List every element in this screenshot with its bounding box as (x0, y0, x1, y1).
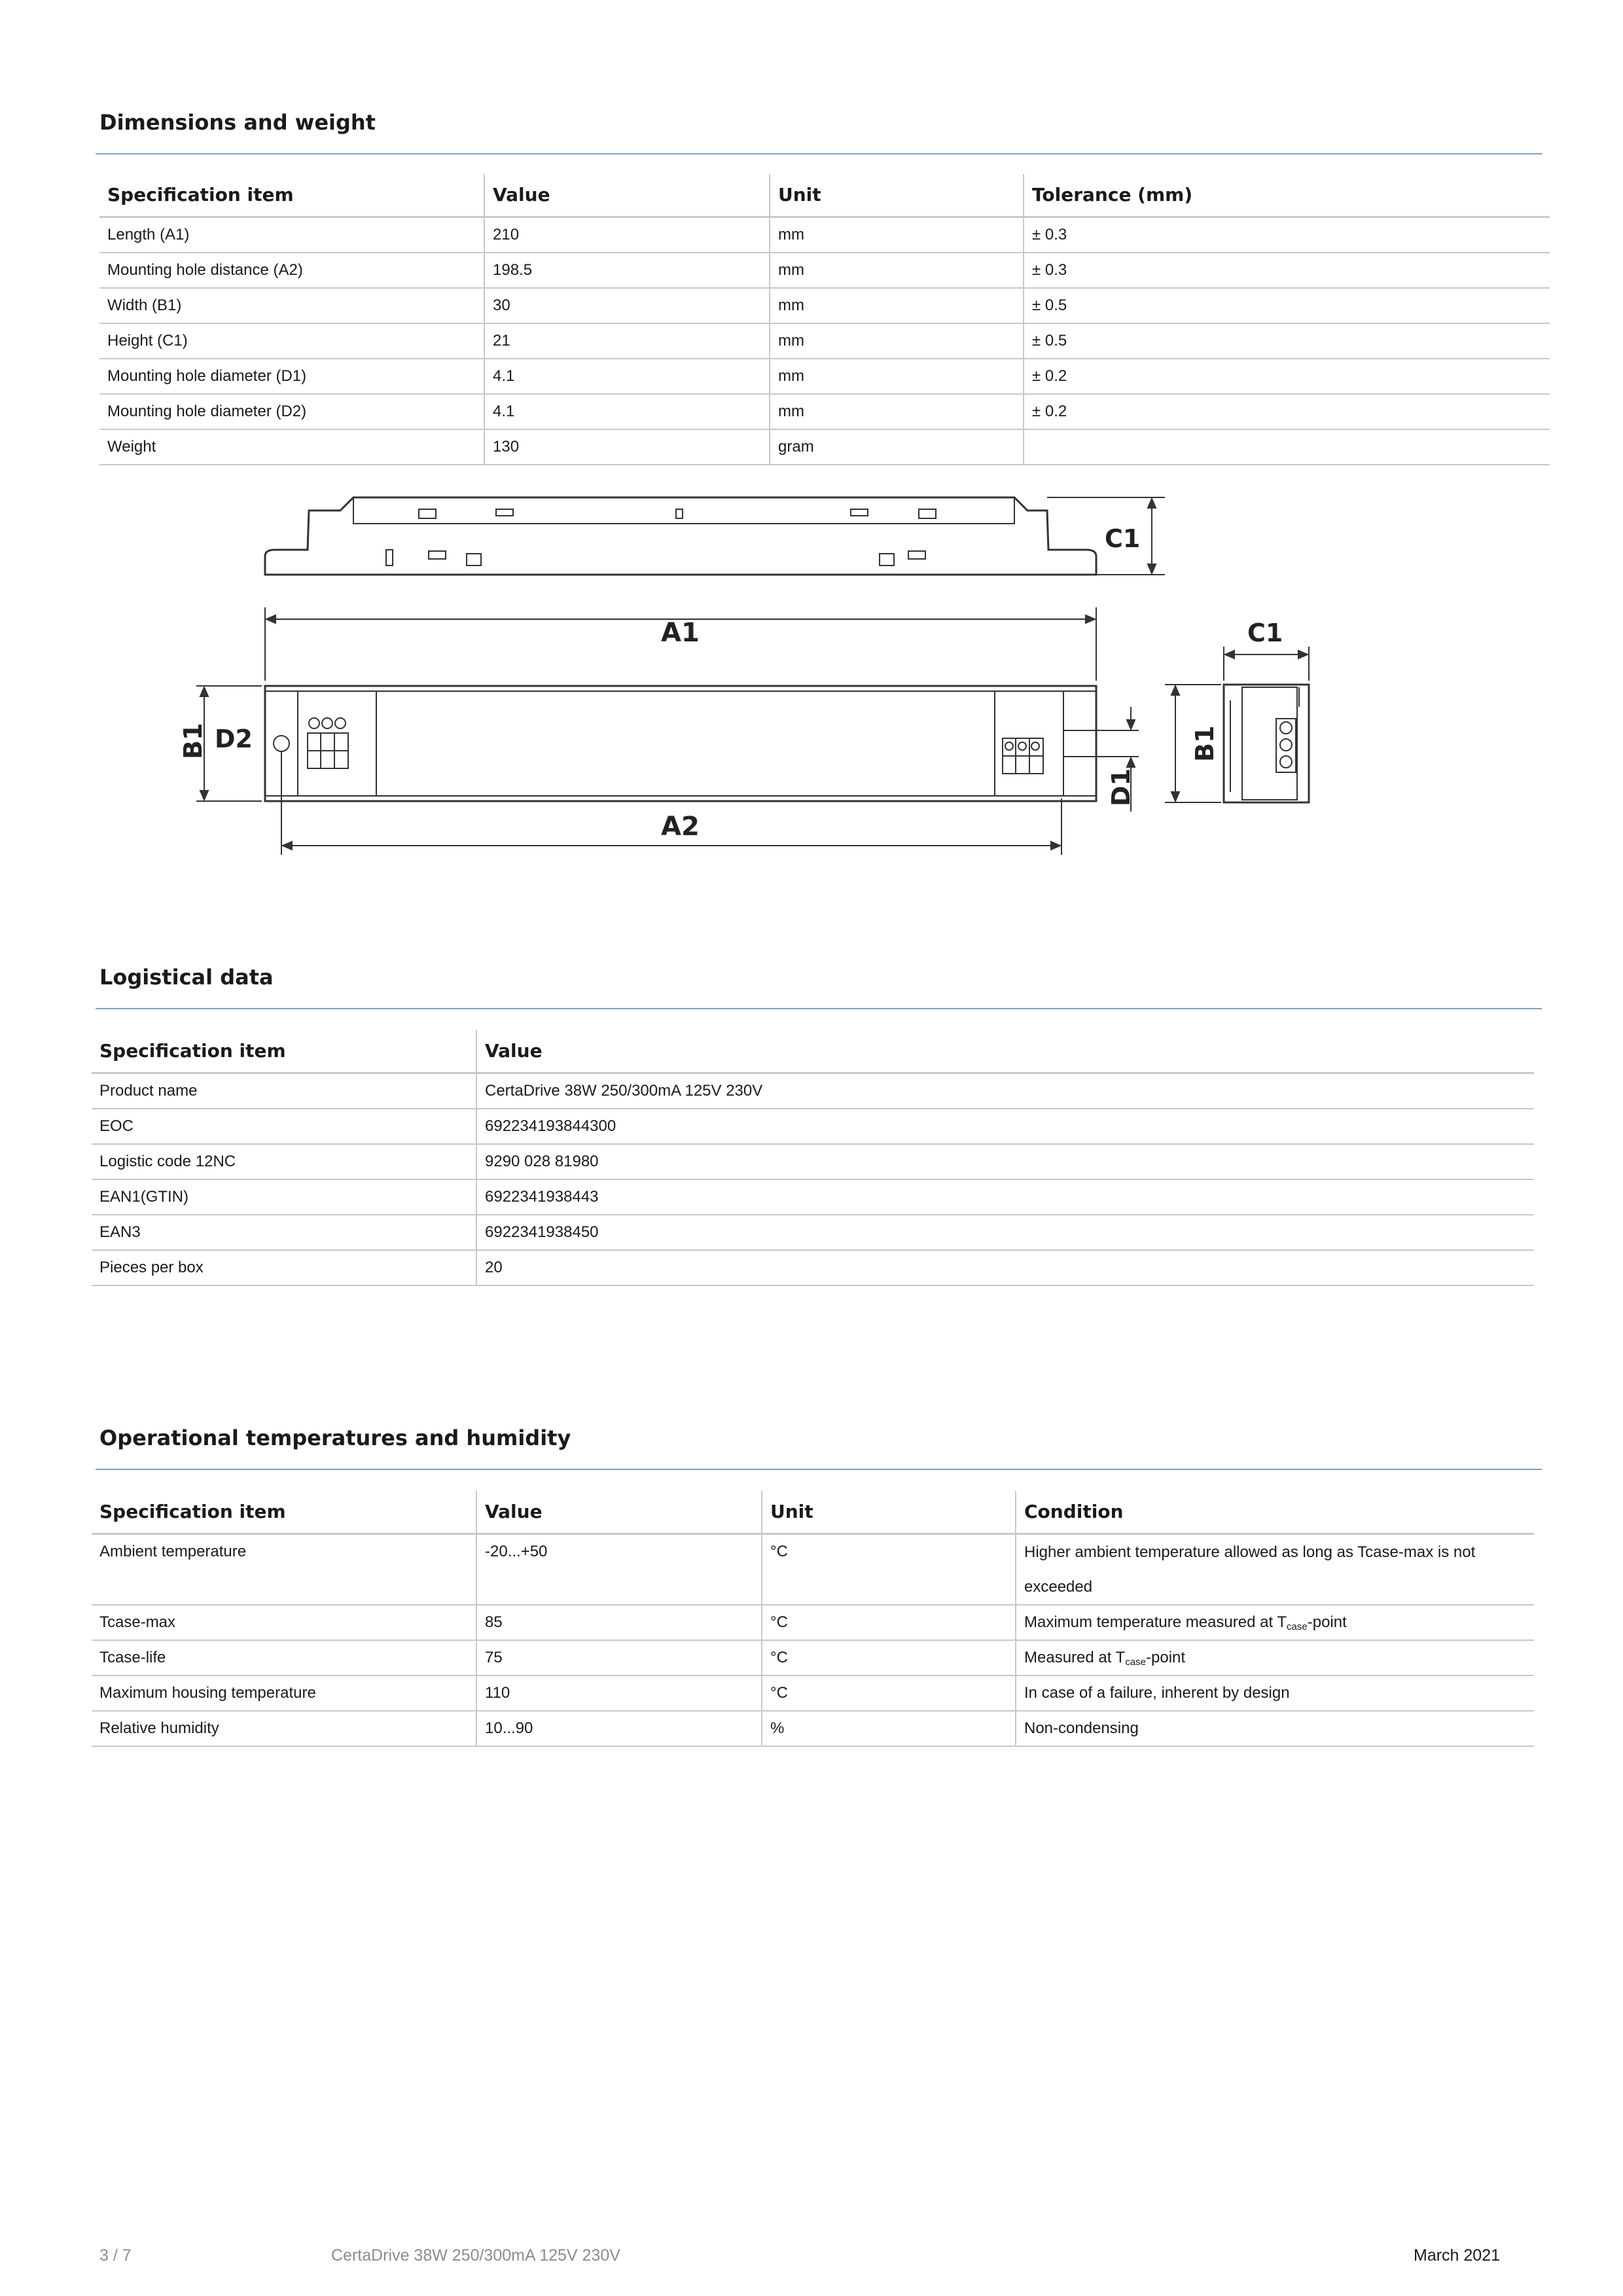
table-cell: ± 0.2 (1024, 359, 1550, 394)
label-c1-side: C1 (1105, 524, 1141, 553)
table-row (92, 1179, 1534, 1215)
label-d2: D2 (215, 725, 253, 753)
table-cell: Higher ambient temperature allowed as long as Tcase-max is not exceeded (1016, 1534, 1534, 1605)
table-cell: In case of a failure, inherent by design (1016, 1676, 1534, 1711)
table-row (99, 323, 1550, 359)
table-cell: Maximum housing temperature (92, 1676, 476, 1711)
table-cell (1024, 429, 1550, 465)
table-row (92, 1109, 1534, 1144)
table-header-row (92, 1491, 1534, 1534)
table-row (99, 394, 1550, 429)
dimensions-section (99, 110, 1542, 135)
table-cell: Pieces per box (92, 1250, 476, 1285)
table-cell: ± 0.3 (1024, 217, 1550, 253)
table-row (92, 1534, 1534, 1605)
label-a1: A1 (661, 618, 700, 648)
table-row (99, 429, 1550, 465)
label-a2: A2 (661, 812, 700, 842)
table-row (92, 1144, 1534, 1179)
table-header-row (99, 174, 1550, 217)
table-cell: ± 0.5 (1024, 288, 1550, 323)
column-header: Specification item (92, 1030, 476, 1073)
logistical-table (92, 1030, 1534, 1286)
table-cell: 4.1 (484, 394, 770, 429)
table-cell: 75 (476, 1640, 762, 1676)
column-header: Value (476, 1030, 1534, 1073)
table-cell: 110 (476, 1676, 762, 1711)
table-cell: 210 (484, 217, 770, 253)
table-cell: Length (A1) (99, 217, 484, 253)
footer-date: March 2021 (1414, 2246, 1501, 2265)
table-cell: 10...90 (476, 1711, 762, 1746)
table-cell: °C (762, 1605, 1016, 1640)
table-cell: Weight (99, 429, 484, 465)
table-cell: °C (762, 1534, 1016, 1605)
table-cell: Mounting hole diameter (D1) (99, 359, 484, 394)
table-cell: mm (770, 323, 1024, 359)
column-header: Value (476, 1491, 762, 1534)
table-row (99, 288, 1550, 323)
table-row (92, 1605, 1534, 1640)
table-row (92, 1073, 1534, 1109)
table-cell: % (762, 1711, 1016, 1746)
table-cell: 198.5 (484, 253, 770, 288)
table-cell: 692234193844300 (476, 1109, 1534, 1144)
table-cell: 9290 028 81980 (476, 1144, 1534, 1179)
operational-table (92, 1491, 1534, 1747)
logistical-section (99, 965, 1542, 990)
label-c1-end: C1 (1247, 619, 1283, 647)
table-cell: -20...+50 (476, 1534, 762, 1605)
table-cell: 21 (484, 323, 770, 359)
table-cell: mm (770, 288, 1024, 323)
table-cell: 6922341938443 (476, 1179, 1534, 1215)
table-cell: mm (770, 394, 1024, 429)
table-row (92, 1640, 1534, 1676)
column-header: Specification item (92, 1491, 476, 1534)
table-cell: Tcase-max (92, 1605, 476, 1640)
table-cell: Mounting hole diameter (D2) (99, 394, 484, 429)
table-cell: °C (762, 1676, 1016, 1711)
page-number: 3 / 7 (99, 2246, 132, 2265)
label-b1: B1 (179, 723, 207, 759)
table-cell: EAN1(GTIN) (92, 1179, 476, 1215)
table-row (99, 359, 1550, 394)
section-title: Logistical data (99, 965, 274, 990)
table-cell: Relative humidity (92, 1711, 476, 1746)
table-cell: 30 (484, 288, 770, 323)
table-cell: Mounting hole distance (A2) (99, 253, 484, 288)
table-cell: Height (C1) (99, 323, 484, 359)
table-header-row (92, 1030, 1534, 1073)
table-row (92, 1676, 1534, 1711)
table-cell: Width (B1) (99, 288, 484, 323)
section-divider (96, 153, 1542, 154)
column-header: Condition (1016, 1491, 1534, 1534)
table-cell: °C (762, 1640, 1016, 1676)
footer-product-name: CertaDrive 38W 250/300mA 125V 230V (331, 2246, 620, 2265)
table-cell: ± 0.2 (1024, 394, 1550, 429)
table-cell: Measured at $T_{case}$-point (1016, 1640, 1534, 1676)
table-cell: ± 0.5 (1024, 323, 1550, 359)
dimension-drawing (0, 484, 1623, 877)
section-divider (96, 1008, 1542, 1009)
table-cell: 85 (476, 1605, 762, 1640)
column-header: Unit (762, 1491, 1016, 1534)
column-header: Value (484, 174, 770, 217)
table-cell: mm (770, 359, 1024, 394)
table-cell: 4.1 (484, 359, 770, 394)
dimensions-table (99, 174, 1550, 465)
column-header: Unit (770, 174, 1024, 217)
table-cell: EOC (92, 1109, 476, 1144)
label-b1-end: B1 (1190, 725, 1219, 762)
table-cell: EAN3 (92, 1215, 476, 1250)
table-cell: mm (770, 253, 1024, 288)
table-cell: 20 (476, 1250, 1534, 1285)
table-cell: Logistic code 12NC (92, 1144, 476, 1179)
table-row (92, 1711, 1534, 1746)
table-cell: Tcase-life (92, 1640, 476, 1676)
table-row (92, 1250, 1534, 1285)
table-cell: Maximum temperature measured at $T_{case}$-point (1016, 1605, 1534, 1640)
label-d1: D1 (1107, 768, 1135, 806)
table-cell: mm (770, 217, 1024, 253)
table-cell: CertaDrive 38W 250/300mA 125V 230V (476, 1073, 1534, 1109)
table-cell: Product name (92, 1073, 476, 1109)
table-cell: Ambient temperature (92, 1534, 476, 1605)
section-title: Operational temperatures and humidity (99, 1426, 571, 1450)
table-cell: gram (770, 429, 1024, 465)
table-cell: ± 0.3 (1024, 253, 1550, 288)
section-divider (96, 1469, 1542, 1470)
table-cell: 130 (484, 429, 770, 465)
column-header: Specification item (99, 174, 484, 217)
table-cell: Non-condensing (1016, 1711, 1534, 1746)
column-header: Tolerance (mm) (1024, 174, 1550, 217)
section-title: Dimensions and weight (99, 110, 376, 135)
table-row (99, 217, 1550, 253)
table-row (99, 253, 1550, 288)
table-row (92, 1215, 1534, 1250)
table-cell: 6922341938450 (476, 1215, 1534, 1250)
operational-section (99, 1426, 1542, 1450)
